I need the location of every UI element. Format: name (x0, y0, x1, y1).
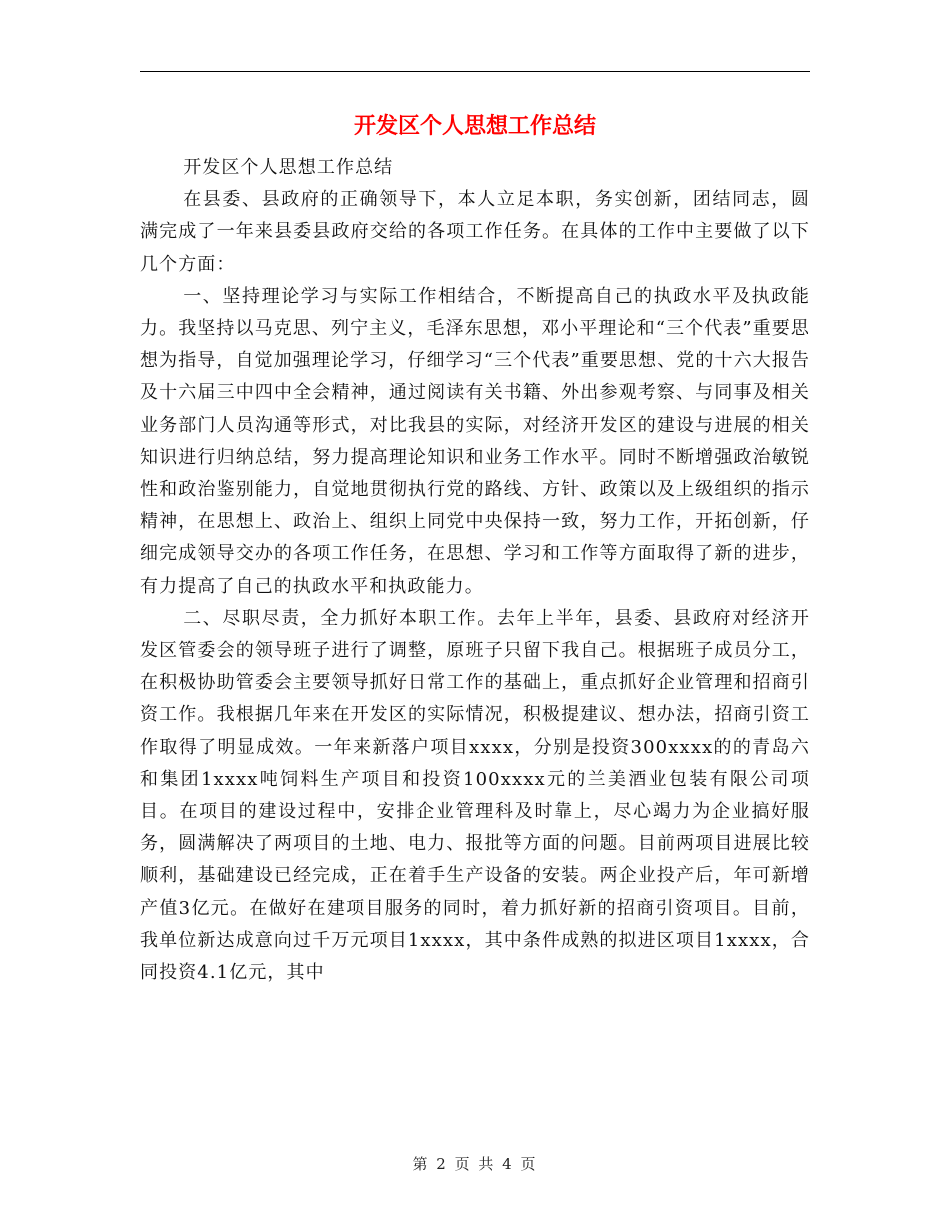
paragraph-section-two: 二、尽职尽责，全力抓好本职工作。去年上半年，县委、县政府对经济开发区管委会的领导班子进行了调整，原班子只留下我自己。根据班子成员分工，在积极协助管委会主要领导抓好日常工作的基础上，重点抓好企业管理和招商引资工作。我根据几年来在开发区的实际情况，积极提建议、想办法，招商引资工作取得了明显成效。一年来新落户项目xxxx，分别是投资300xxxx的的青岛六和集团1xxxx吨饲料生产项目和投资100xxxx元的兰美酒业包装有限公司项目。在项目的建设过程中，安排企业管理科及时靠上，尽心竭力为企业搞好服务，圆满解决了两项目的土地、电力、报批等方面的问题。目前两项目进展比较顺利，基础建设已经完成，正在着手生产设备的安装。两企业投产后，年可新增产值3亿元。在做好在建项目服务的同时，着力抓好新的招商引资项目。目前，我单位新达成意向过千万元项目1xxxx，其中条件成熟的拟进区项目1xxxx，合同投资4.1亿元，其中 (140, 607, 810, 984)
page-number: 第 2 页 共 4 页 (412, 1155, 538, 1173)
document-title: 开发区个人思想工作总结 (353, 113, 596, 139)
header-rule (140, 71, 810, 72)
paragraph-subtitle: 开发区个人思想工作总结 (183, 157, 394, 178)
document-body (140, 152, 810, 989)
paragraph-intro: 在县委、县政府的正确领导下，本人立足本职，务实创新，团结同志，圆满完成了一年来县委县政府交给的各项工作任务。在具体的工作中主要做了以下几个方面： (140, 189, 810, 275)
paragraph-section-one: 一、坚持理论学习与实际工作相结合，不断提高自己的执政水平及执政能力。我坚持以马克思、列宁主义，毛泽东思想，邓小平理论和“三个代表”重要思想为指导，自觉加强理论学习，仔细学习“三个代表”重要思想、党的十六大报告及十六届三中四中全会精神，通过阅读有关书籍、外出参观考察、与同事及相关业务部门人员沟通等形式，对比我县的实际，对经济开发区的建设与进展的相关知识进行归纳总结，努力提高理论知识和业务工作水平。同时不断增强政治敏锐性和政治鉴别能力，自觉地贯彻执行党的路线、方针、政策以及上级组织的指示精神，在思想上、政治上、组织上同党中央保持一致，努力工作，开拓创新，仔细完成领导交办的各项工作任务，在思想、学习和工作等方面取得了新的进步，有力提高了自己的执政水平和执政能力。 (140, 285, 811, 597)
